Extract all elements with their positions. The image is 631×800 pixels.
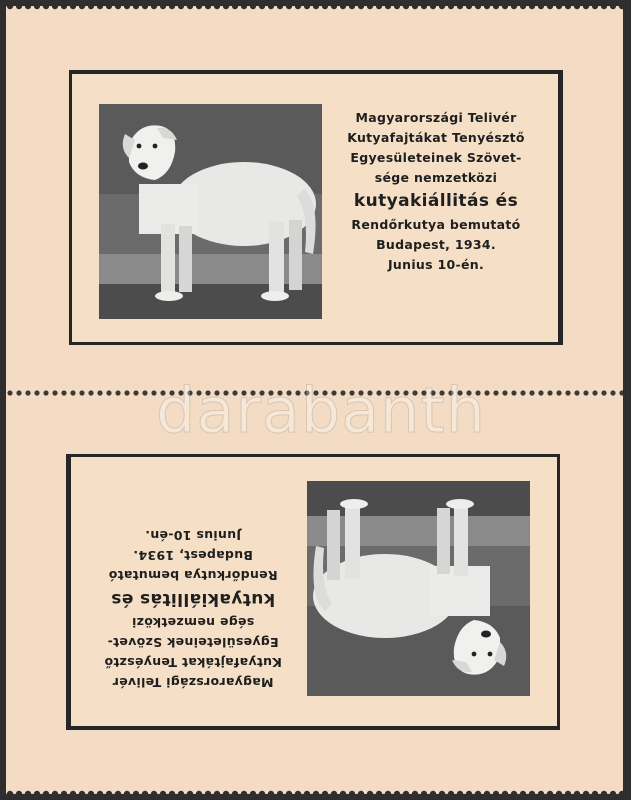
perforation-hole xyxy=(547,6,553,9)
perforation-hole xyxy=(205,791,211,794)
perforation-hole xyxy=(520,6,526,9)
perforation-hole xyxy=(304,791,310,794)
perforation-hole xyxy=(547,390,552,395)
perforation-hole xyxy=(124,390,129,395)
perforation-hole xyxy=(367,6,373,9)
perforation-hole xyxy=(25,6,31,9)
perforation-hole xyxy=(25,791,31,794)
perforation-hole xyxy=(601,791,607,794)
upright-label xyxy=(69,70,563,345)
perforation-hole xyxy=(43,6,49,9)
perforation-hole xyxy=(25,390,30,395)
perforation-hole xyxy=(331,791,337,794)
perforation-hole xyxy=(214,791,220,794)
perforation-hole xyxy=(412,791,418,794)
perforation-hole xyxy=(466,6,472,9)
perforation-hole xyxy=(313,791,319,794)
text-line: Junius 10-én. xyxy=(144,528,242,543)
perforation-hole xyxy=(556,390,561,395)
text-line: Rendőrkutya bemutató xyxy=(351,217,521,232)
perforation-hole xyxy=(79,6,85,9)
perforation-hole xyxy=(511,390,516,395)
text-line: Kutyafajtákat Tenyésztő xyxy=(347,130,525,145)
perforation-hole xyxy=(619,390,623,395)
perforation-hole xyxy=(124,6,130,9)
perforation-hole xyxy=(133,791,139,794)
perforation-hole xyxy=(160,6,166,9)
text-line: Rendőrkutya bemutató xyxy=(108,568,278,583)
perforation-hole xyxy=(430,6,436,9)
perforation-hole xyxy=(565,791,571,794)
perforation-hole xyxy=(313,6,319,9)
text-line: sége nemzetközi xyxy=(131,615,255,630)
perforation-hole xyxy=(178,6,184,9)
perforation-hole xyxy=(16,6,22,9)
perforation-hole xyxy=(43,390,48,395)
perforation-hole xyxy=(286,791,292,794)
perforation-hole xyxy=(511,791,517,794)
perforation-hole xyxy=(7,6,13,9)
perforation-hole xyxy=(610,6,616,9)
perforation-hole xyxy=(97,6,103,9)
perforation-hole xyxy=(133,390,138,395)
perforation-hole xyxy=(340,6,346,9)
perforation-hole xyxy=(421,791,427,794)
perforation-hole xyxy=(187,791,193,794)
perforation-hole xyxy=(475,6,481,9)
perforation-hole xyxy=(592,6,598,9)
perforation-hole xyxy=(331,6,337,9)
perforation-hole xyxy=(430,791,436,794)
perforation-hole xyxy=(583,6,589,9)
perforation-hole xyxy=(214,6,220,9)
headline-line: kutyakiállitás és xyxy=(353,191,519,211)
perforation-hole xyxy=(106,791,112,794)
perforation-hole xyxy=(70,791,76,794)
perforation-hole xyxy=(16,791,22,794)
perforation-hole xyxy=(574,791,580,794)
perforation-hole xyxy=(601,390,606,395)
perforation-hole xyxy=(538,791,544,794)
perforation-hole xyxy=(340,791,346,794)
perforation-hole xyxy=(376,6,382,9)
perforation-hole xyxy=(169,6,175,9)
perforation-hole xyxy=(295,6,301,9)
perforation-hole xyxy=(232,791,238,794)
perforation-hole xyxy=(457,791,463,794)
perforation-hole xyxy=(70,390,75,395)
inverted-label xyxy=(66,454,560,730)
perforation-hole xyxy=(574,6,580,9)
perforation-hole xyxy=(385,6,391,9)
perforation-hole xyxy=(502,791,508,794)
perforation-hole xyxy=(610,390,615,395)
perforation-hole xyxy=(187,6,193,9)
perforation-hole xyxy=(88,791,94,794)
perforation-hole xyxy=(322,791,328,794)
perforation-hole xyxy=(538,6,544,9)
perforation-hole xyxy=(160,791,166,794)
text-line: Magyarországi Telivér xyxy=(112,675,274,690)
perforation-hole xyxy=(556,791,562,794)
perforation-hole xyxy=(142,390,147,395)
perforation-hole xyxy=(43,791,49,794)
perforation-hole xyxy=(583,791,589,794)
perforation-hole xyxy=(448,791,454,794)
perforation-hole xyxy=(97,791,103,794)
perforation-hole xyxy=(106,390,111,395)
kuvasz-dog-image xyxy=(99,104,322,319)
perforation-hole xyxy=(61,390,66,395)
perforation-hole xyxy=(250,6,256,9)
perforation-hole xyxy=(241,791,247,794)
perforation-hole xyxy=(232,6,238,9)
perforation-hole xyxy=(493,6,499,9)
perforation-hole xyxy=(196,791,202,794)
perforation-hole xyxy=(79,390,84,395)
perforation-hole xyxy=(250,791,256,794)
perforation-hole xyxy=(322,6,328,9)
perforation-hole xyxy=(268,6,274,9)
perforation-hole xyxy=(223,6,229,9)
perforation-hole xyxy=(358,791,364,794)
perforation-hole xyxy=(34,390,39,395)
perforation-hole xyxy=(421,6,427,9)
perforation-hole xyxy=(196,6,202,9)
perforation-hole xyxy=(475,791,481,794)
perforation-hole xyxy=(142,791,148,794)
perforation-hole xyxy=(295,791,301,794)
perforation-hole xyxy=(88,6,94,9)
announcement-text xyxy=(336,108,536,275)
perforation-hole xyxy=(403,6,409,9)
perforation-hole xyxy=(79,791,85,794)
perforation-hole xyxy=(133,6,139,9)
perforation-hole xyxy=(70,6,76,9)
text-line: Kutyafajtákat Tenyésztő xyxy=(104,655,282,670)
text-line: Egyesületeinek Szövet- xyxy=(107,635,279,650)
perforation-hole xyxy=(34,791,40,794)
perforation-hole xyxy=(151,791,157,794)
perforation-hole xyxy=(538,390,543,395)
perforation-hole xyxy=(610,791,616,794)
perforation-hole xyxy=(259,791,265,794)
perforation-hole xyxy=(52,791,58,794)
bottom-perforation-edge xyxy=(6,789,623,794)
perforation-hole xyxy=(484,791,490,794)
perforation-hole xyxy=(286,6,292,9)
perforation-hole xyxy=(439,791,445,794)
perforation-hole xyxy=(394,791,400,794)
text-line: sége nemzetközi xyxy=(374,170,498,185)
perforation-hole xyxy=(574,390,579,395)
perforation-hole xyxy=(502,6,508,9)
perforation-hole xyxy=(277,6,283,9)
perforation-hole xyxy=(529,6,535,9)
perforation-hole xyxy=(403,791,409,794)
dog-photo xyxy=(307,481,530,696)
perforation-hole xyxy=(142,6,148,9)
perforation-hole xyxy=(493,390,498,395)
text-line: Egyesületeinek Szövet- xyxy=(350,150,522,165)
perforation-hole xyxy=(178,791,184,794)
perforation-hole xyxy=(169,791,175,794)
perforation-hole xyxy=(151,6,157,9)
perforation-hole xyxy=(520,390,525,395)
perforation-hole xyxy=(439,6,445,9)
perforation-hole xyxy=(115,390,120,395)
perforation-hole xyxy=(259,6,265,9)
perforation-hole xyxy=(205,6,211,9)
perforation-hole xyxy=(583,390,588,395)
perforation-hole xyxy=(7,390,12,395)
text-line: Budapest, 1934. xyxy=(376,237,496,252)
perforation-hole xyxy=(7,791,13,794)
perforation-hole xyxy=(124,791,130,794)
headline-line: kutyakiállitás és xyxy=(110,589,276,609)
watermark: darabanth xyxy=(156,374,487,447)
perforation-hole xyxy=(61,6,67,9)
perforation-hole xyxy=(376,791,382,794)
perforation-hole xyxy=(34,6,40,9)
perforation-hole xyxy=(97,390,102,395)
perforation-hole xyxy=(61,791,67,794)
text-line: Budapest, 1934. xyxy=(133,548,253,563)
perforation-hole xyxy=(358,6,364,9)
perforation-hole xyxy=(511,6,517,9)
perforation-hole xyxy=(385,791,391,794)
perforation-hole xyxy=(601,6,607,9)
perforation-hole xyxy=(268,791,274,794)
text-line: Magyarországi Telivér xyxy=(355,110,517,125)
perforation-hole xyxy=(529,791,535,794)
perforation-hole xyxy=(52,390,57,395)
perforation-hole xyxy=(484,6,490,9)
perforation-hole xyxy=(619,791,623,794)
perforation-hole xyxy=(466,791,472,794)
perforation-hole xyxy=(106,6,112,9)
perforation-hole xyxy=(223,791,229,794)
perforation-hole xyxy=(448,6,454,9)
sticker-sheet xyxy=(6,6,623,794)
perforation-hole xyxy=(592,390,597,395)
perforation-hole xyxy=(529,390,534,395)
dog-photo xyxy=(99,104,322,319)
perforation-hole xyxy=(52,6,58,9)
perforation-hole xyxy=(304,6,310,9)
perforation-hole xyxy=(394,6,400,9)
perforation-hole xyxy=(556,6,562,9)
text-line: Junius 10-én. xyxy=(387,257,485,272)
perforation-hole xyxy=(565,390,570,395)
perforation-hole xyxy=(412,6,418,9)
perforation-hole xyxy=(88,390,93,395)
perforation-hole xyxy=(493,791,499,794)
perforation-hole xyxy=(349,6,355,9)
perforation-hole xyxy=(520,791,526,794)
perforation-hole xyxy=(277,791,283,794)
announcement-text xyxy=(93,525,293,692)
top-perforation-edge xyxy=(6,6,623,11)
perforation-hole xyxy=(115,791,121,794)
kuvasz-dog-image xyxy=(307,481,530,696)
perforation-hole xyxy=(115,6,121,9)
perforation-hole xyxy=(619,6,623,9)
perforation-hole xyxy=(241,6,247,9)
perforation-hole xyxy=(16,390,21,395)
perforation-hole xyxy=(502,390,507,395)
perforation-hole xyxy=(457,6,463,9)
perforation-hole xyxy=(367,791,373,794)
perforation-hole xyxy=(565,6,571,9)
perforation-hole xyxy=(547,791,553,794)
perforation-hole xyxy=(349,791,355,794)
perforation-hole xyxy=(592,791,598,794)
